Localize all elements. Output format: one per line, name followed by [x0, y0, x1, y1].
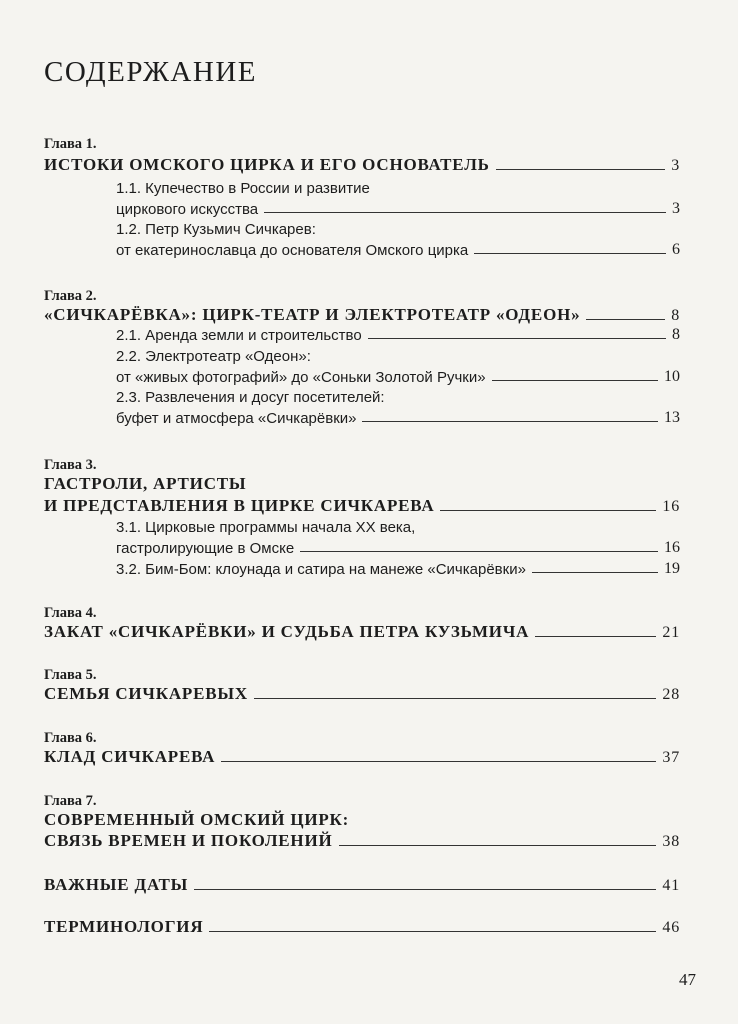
- leader-line: [586, 319, 665, 320]
- section-title: гастролирующие в Омске: [116, 540, 295, 557]
- leader-line: [264, 212, 666, 213]
- page-title: СОДЕРЖАНИЕ: [44, 56, 257, 88]
- page-ref: 3: [672, 200, 680, 217]
- toc-entry-chapter-6[interactable]: [44, 747, 680, 767]
- section-title: 2.3. Развлечения и досуг посетителей:: [116, 389, 385, 406]
- leader-line: [209, 931, 656, 932]
- leader-line: [440, 510, 656, 511]
- section-title: 3.1. Цирковые программы начала XX века,: [116, 519, 416, 536]
- chapter-title: КЛАД СИЧКАРЕВА: [44, 747, 216, 766]
- toc-entry-section-1-2[interactable]: [116, 241, 680, 259]
- page-ref: 3: [671, 157, 680, 174]
- leader-line: [368, 338, 666, 339]
- toc-entry-terminology[interactable]: [44, 917, 680, 937]
- leader-line: [474, 253, 666, 254]
- toc-entry-chapter-1[interactable]: [44, 155, 680, 175]
- chapter-label: Глава 3.: [44, 457, 97, 473]
- toc-entry-section-2-2[interactable]: [116, 368, 680, 386]
- leader-line: [194, 889, 656, 890]
- toc-entry-chapter-5[interactable]: [44, 684, 680, 704]
- page-ref: 16: [664, 539, 680, 556]
- section-title: от екатеринославца до основателя Омского цирка: [116, 242, 469, 259]
- leader-line: [535, 636, 656, 637]
- extra-title: ТЕРМИНОЛОГИЯ: [44, 917, 204, 936]
- page-ref: 41: [662, 877, 680, 894]
- leader-line: [221, 761, 656, 762]
- toc-entry-chapter-7[interactable]: [44, 831, 680, 851]
- toc-entry-chapter-3[interactable]: [44, 496, 680, 516]
- page-number: 47: [679, 970, 696, 989]
- toc-entry-section-2-1[interactable]: [116, 326, 680, 344]
- chapter-title: ГАСТРОЛИ, АРТИСТЫ: [44, 474, 247, 493]
- leader-line: [532, 572, 658, 573]
- page-ref: 8: [672, 326, 680, 343]
- leader-line: [492, 380, 658, 381]
- toc-entry-chapter-2[interactable]: [44, 305, 680, 325]
- section-title: циркового искусства: [116, 201, 259, 218]
- chapter-label: Глава 2.: [44, 288, 97, 304]
- chapter-label: Глава 5.: [44, 667, 97, 683]
- chapter-label: Глава 4.: [44, 605, 97, 621]
- chapter-label: Глава 6.: [44, 730, 97, 746]
- toc-entry-section-1-1[interactable]: [116, 200, 680, 218]
- chapter-title: СЕМЬЯ СИЧКАРЕВЫХ: [44, 684, 248, 703]
- page-ref: 46: [662, 919, 680, 936]
- section-title: от «живых фотографий» до «Соньки Золотой Ручки»: [116, 369, 486, 386]
- chapter-title: СВЯЗЬ ВРЕМЕН И ПОКОЛЕНИЙ: [44, 831, 333, 850]
- toc-entry-section-3-1[interactable]: [116, 539, 680, 557]
- section-title: 2.1. Аренда земли и строительство: [116, 327, 362, 344]
- toc-entry-important-dates[interactable]: [44, 875, 680, 895]
- page-ref: 28: [662, 686, 680, 703]
- leader-line: [339, 845, 657, 846]
- chapter-title: И ПРЕДСТАВЛЕНИЯ В ЦИРКЕ СИЧКАРЕВА: [44, 496, 435, 515]
- chapter-title: СОВРЕМЕННЫЙ ОМСКИЙ ЦИРК:: [44, 810, 350, 829]
- leader-line: [300, 551, 658, 552]
- extra-title: ВАЖНЫЕ ДАТЫ: [44, 875, 189, 894]
- page-ref: 21: [662, 624, 680, 641]
- section-title: 1.2. Петр Кузьмич Сичкарев:: [116, 221, 316, 238]
- chapter-title: «СИЧКАРЁВКА»: ЦИРК-ТЕАТР И ЭЛЕКТРОТЕАТР «ОДЕОН»: [44, 305, 581, 324]
- chapter-label: Глава 1.: [44, 136, 97, 152]
- toc-entry-chapter-4[interactable]: [44, 622, 680, 642]
- toc-entry-section-3-2[interactable]: [116, 560, 680, 578]
- page-ref: 16: [662, 498, 680, 515]
- chapter-title: ИСТОКИ ОМСКОГО ЦИРКА И ЕГО ОСНОВАТЕЛЬ: [44, 155, 490, 174]
- page-ref: 19: [664, 560, 680, 577]
- leader-line: [362, 421, 658, 422]
- section-title: 1.1. Купечество в России и развитие: [116, 180, 370, 197]
- page-ref: 13: [664, 409, 680, 426]
- page-ref: 38: [662, 833, 680, 850]
- leader-line: [254, 698, 656, 699]
- page-ref: 8: [671, 307, 680, 324]
- section-title: 3.2. Бим-Бом: клоунада и сатира на манеже «Сичкарёвки»: [116, 561, 526, 578]
- page-ref: 37: [662, 749, 680, 766]
- section-title: буфет и атмосфера «Сичкарёвки»: [116, 410, 357, 427]
- chapter-title: ЗАКАТ «СИЧКАРЁВКИ» И СУДЬБА ПЕТРА КУЗЬМИЧА: [44, 622, 530, 641]
- section-title: 2.2. Электротеатр «Одеон»:: [116, 348, 311, 365]
- page-ref: 6: [672, 241, 680, 258]
- toc-entry-section-2-3[interactable]: [116, 409, 680, 427]
- chapter-label: Глава 7.: [44, 793, 97, 809]
- page-ref: 10: [664, 368, 680, 385]
- leader-line: [496, 169, 665, 170]
